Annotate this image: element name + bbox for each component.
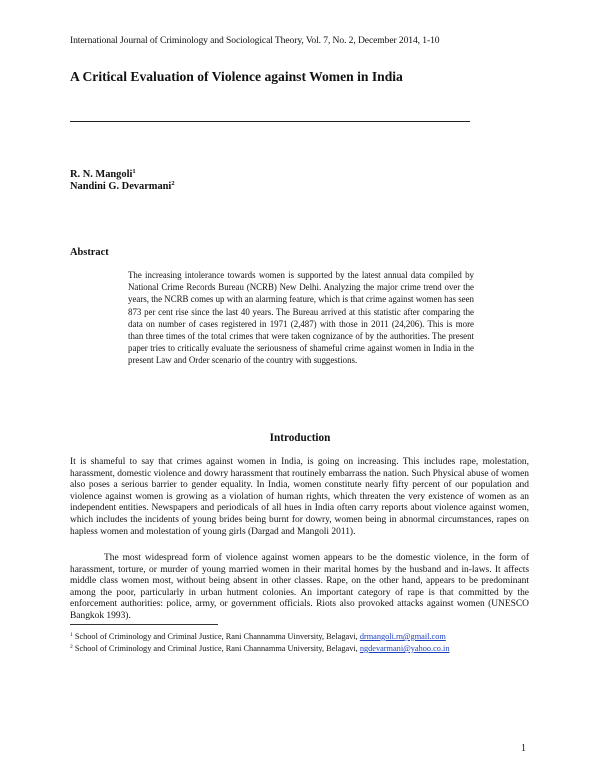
author-footnote-mark[interactable]: 2 [171, 180, 175, 187]
body-paragraph: It is shameful to say that crimes against women in India, is going on increasing. This includes rape, molestation, harassment, domestic violence and dowry harassment that routinely embarrass the nation. Such Physical abuse of women also poses a serious barrier to gender equality. In India, women constitute nearly fifty percent of our population and violence against women is growing as a violation of human rights, which threaten the very existence of women as an independent entities. Newspapers and periodicals of all hues in India often carry reports about violence against women, which includes the incidents of young brides being burnt for dowry, women being in abnormal circumstances, rapes on hapless women and molestation of young girls (Dargad and Mangoli 2011). [70, 457, 529, 537]
footnote-1 [70, 632, 446, 641]
author-name: R. N. Mangoli [70, 169, 133, 180]
abstract-heading: Abstract [70, 247, 109, 258]
footnote-2 [70, 644, 449, 653]
email-link[interactable]: drmangoli.rn@gmail.com [359, 632, 446, 641]
author-name: Nandini G. Devarmani [70, 181, 172, 192]
page-number: 1 [521, 743, 526, 754]
paper-title: A Critical Evaluation of Violence against Women in India [70, 69, 403, 84]
author-2 [70, 180, 175, 192]
footnote-text: School of Criminology and Criminal Justice, Rani Channamma University, Belagavi, [74, 644, 360, 653]
author-1 [70, 168, 136, 180]
body-paragraph: The most widespread form of violence against women appears to be the domestic violence, in the form of harassment, torture, or murder of young married women in their marital homes by the husband and in-laws. It affects middle class women most, without being absent in other classes. Rape, on the other hand, appears to be predominant among the poor, particularly in urban hutment colonies. An important category of rape is that committed by the enforcement authorities: police, army, or government officials. Riots also provoked attacks against women (UNESCO Bangkok 1993). [70, 553, 529, 621]
footnote-mark: 1 [70, 632, 73, 638]
author-footnote-mark[interactable]: 1 [132, 168, 136, 175]
footnote-mark: 2 [70, 644, 73, 650]
introduction-heading: Introduction [269, 432, 331, 444]
footnote-divider [70, 624, 218, 625]
abstract-text: The increasing intolerance towards women is supported by the latest annual data compiled by National Crime Records Bureau (NCRB) New Delhi. Analyzing the major crime trend over the years, the NCRB comes up with an alarming feature, which is that crime against women has seen 873 per cent rise since the last 40 years. The Bureau arrived at this statistic after comparing the data on number of cases registered in 1971 (2,487) with those in 2011 (24,206). This is more than three times of the total crimes that were taken cognizance of by the authorities. The present paper tries to critically evaluate the seriousness of shameful crime against women in India in the present Law and Order scenario of the country with suggestions. [128, 270, 474, 366]
title-divider [70, 121, 470, 122]
journal-header: International Journal of Criminology and Sociological Theory, Vol. 7, No. 2, December 2014, 1-10 [70, 35, 440, 46]
email-link[interactable]: ngdevarmani@yahoo.co.in [359, 644, 450, 653]
footnote-text: School of Criminology and Criminal Justice, Rani Channamma Uinversity, Belagavi, [74, 632, 360, 641]
